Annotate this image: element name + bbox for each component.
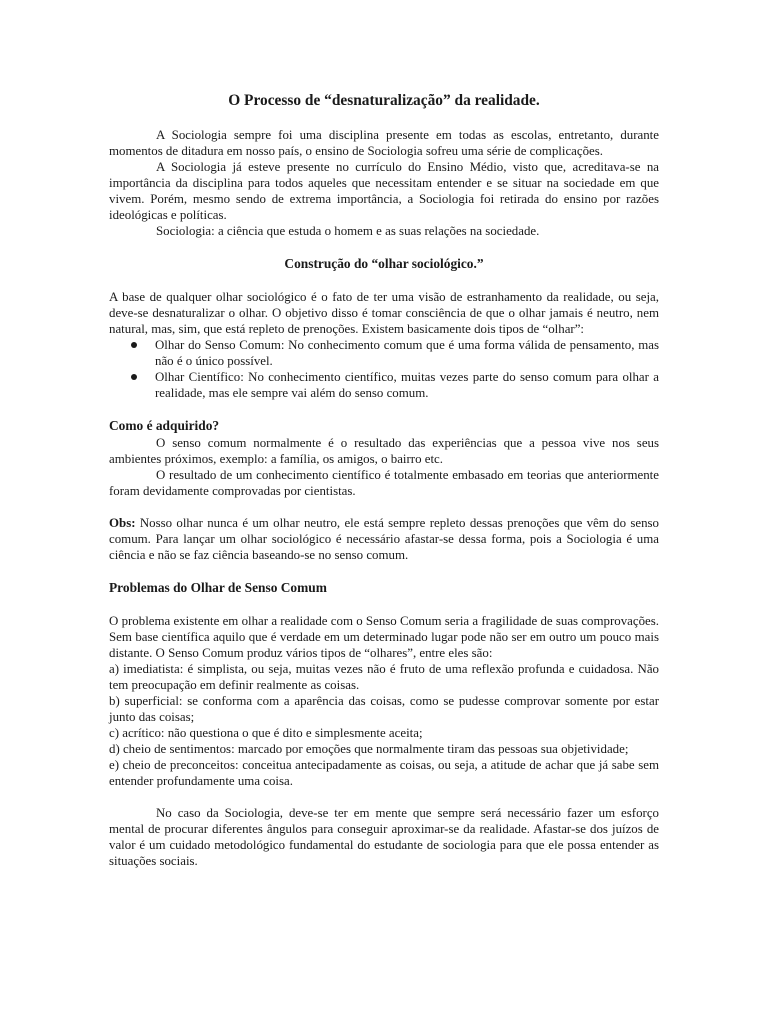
- section1-paragraph: A base de qualquer olhar sociológico é o fato de ter uma visão de estranhamento da realidade, ou seja, deve-se desnaturalizar o olhar. O objetivo disso é tomar consciência de que o olhar jamais é neutro, nem natural, mas, sim, que está repleto de prenoções. Existem basicamente dois tipos de “olhar”:: [109, 290, 659, 336]
- intro-paragraph-2: A Sociologia já esteve presente no currículo do Ensino Médio, visto que, acreditava-se na importância da disciplina para todos aqueles que necessitam entender e se situar na sociedade em que vivem. Porém, mesmo sendo de extrema importância, a Sociologia foi retirada do ensino por razões ideológicas e políticas.: [109, 160, 659, 222]
- list-item-text: Olhar Científico: No conhecimento científico, muitas vezes parte do senso comum para olhar a realidade, mas ele sempre vai além do senso comum.: [155, 370, 659, 400]
- intro-definition: Sociologia: a ciência que estuda o homem e as suas relações na sociedade.: [156, 224, 540, 238]
- olhar-types-list: [109, 337, 659, 401]
- section3-paragraph: O problema existente em olhar a realidade com o Senso Comum seria a fragilidade de suas comprovações. Sem base científica aquilo que é verdade em um determinado lugar pode não ser em outro um pouco mais distante. O Senso Comum produz vários tipos de “olhares”, entre eles são:: [109, 614, 659, 660]
- bullet-icon: [131, 374, 137, 380]
- list-item: [109, 369, 659, 401]
- list-item: a) imediatista: é simplista, ou seja, muitas vezes não é fruto de uma reflexão profunda e cuidadosa. Não tem preocupação em definir realmente as coisas.: [109, 662, 659, 692]
- section-heading-olhar-sociologico: Construção do “olhar sociológico.”: [284, 256, 484, 271]
- section-heading-como-adquirido: Como é adquirido?: [109, 418, 220, 433]
- bullet-icon: [131, 342, 137, 348]
- list-item-text: Olhar do Senso Comum: No conhecimento comum que é uma forma válida de pensamento, mas não é o único possível.: [155, 338, 659, 368]
- list-item: [109, 337, 659, 369]
- intro-paragraph-1: A Sociologia sempre foi uma disciplina presente em todas as escolas, entretanto, durante momentos de ditadura em nosso país, o ensino de Sociologia sofreu uma série de complicações.: [109, 128, 659, 158]
- closing-paragraph: No caso da Sociologia, deve-se ter em mente que sempre será necessário fazer um esforço mental de procurar diferentes ângulos para conseguir aproximar-se da realidade. Afastar-se dos juízos de valor é um cuidado metodológico fundamental do estudante de sociologia para que ele possa entender as situações sociais.: [109, 806, 659, 868]
- list-item: d) cheio de sentimentos: marcado por emoções que normalmente tiram das pessoas sua objetividade;: [109, 742, 629, 756]
- document-title: O Processo de “desnaturalização” da realidade.: [228, 92, 540, 109]
- list-item: e) cheio de preconceitos: conceitua antecipadamente as coisas, ou seja, a atitude de achar que já sabe sem entender profundamente uma coisa.: [109, 758, 659, 788]
- obs-text: Nosso olhar nunca é um olhar neutro, ele está sempre repleto dessas prenoções que vêm do senso comum. Para lançar um olhar sociológico é necessário afastar-se dessa forma, pois a Sociologia é uma ciência e não se faz ciência baseando-se no senso comum.: [109, 516, 659, 562]
- section2-paragraph-1: O senso comum normalmente é o resultado das experiências que a pessoa vive nos seus ambientes próximos, exemplo: a família, os amigos, o bairro etc.: [109, 436, 659, 466]
- obs-label: Obs:: [109, 516, 136, 530]
- section-heading-problemas: Problemas do Olhar de Senso Comum: [109, 580, 327, 595]
- section2-paragraph-2: O resultado de um conhecimento científico é totalmente embasado em teorias que anteriormente foram devidamente comprovadas por cientistas.: [109, 468, 659, 498]
- document-body: [109, 91, 659, 869]
- list-item: b) superficial: se conforma com a aparência das coisas, como se pudesse comprovar somente por estar junto das coisas;: [109, 694, 659, 724]
- list-item: c) acrítico: não questiona o que é dito e simplesmente aceita;: [109, 726, 423, 740]
- obs-paragraph: [109, 515, 659, 563]
